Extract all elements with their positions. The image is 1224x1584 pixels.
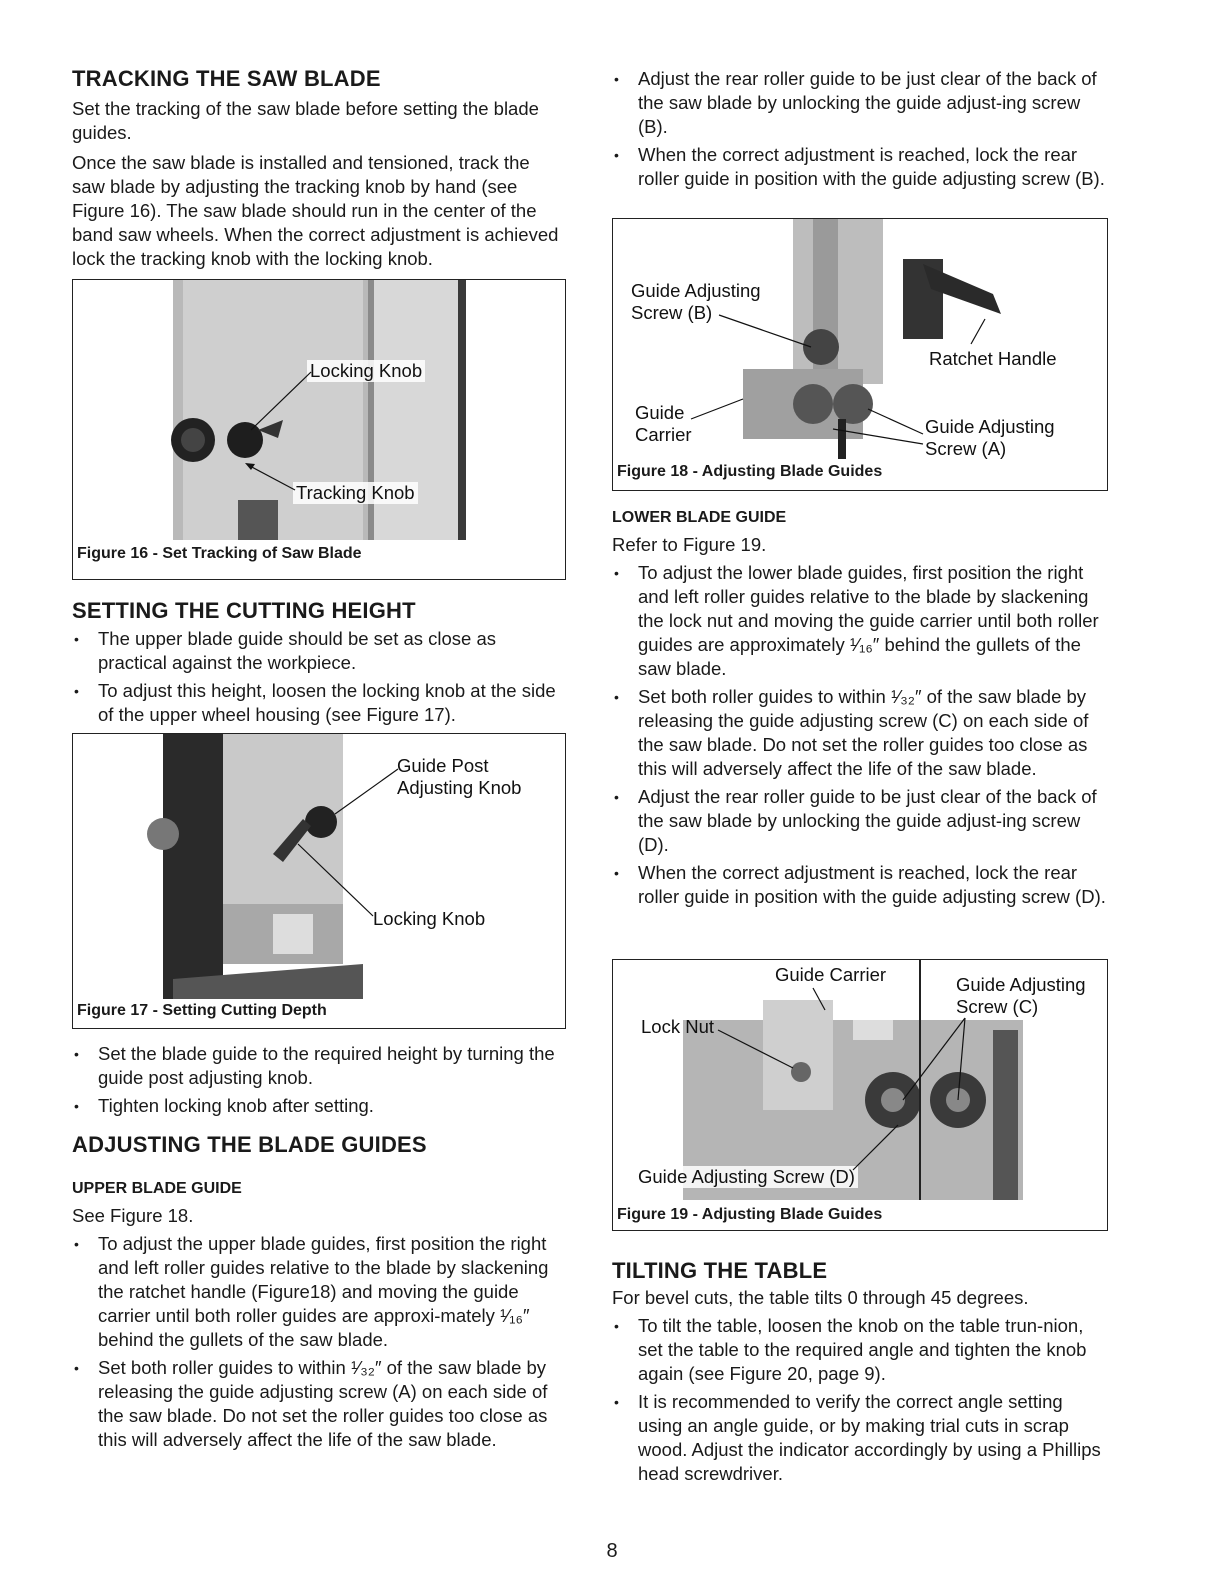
list-item: • Set both roller guides to within ¹⁄₃₂″ of the saw blade by releasing the guide adjusting screw (A) on each side of the saw blade. Do not set the roller guides too close as this will adversely affect the life of the saw blade. bbox=[72, 1356, 567, 1452]
upper-blade-guide-list bbox=[72, 1232, 567, 1456]
list-item: • Tighten locking knob after setting. bbox=[72, 1094, 567, 1118]
figure-16 bbox=[72, 279, 566, 580]
label-locking-knob-17: Locking Knob bbox=[373, 908, 486, 929]
label-guide-adjusting-screw-b: Guide Adjusting Screw (B) bbox=[631, 280, 761, 323]
page-number: 8 bbox=[606, 1540, 618, 1562]
figure-17-caption: Figure 17 - Setting Cutting Depth bbox=[77, 1002, 327, 1019]
figure-19-leader-lines bbox=[613, 960, 1107, 1200]
figure-19-caption: Figure 19 - Adjusting Blade Guides bbox=[617, 1206, 883, 1223]
list-item: • It is recommended to verify the correct angle setting using an angle guide, or by making trial cuts in scrap wood. Adjust the indicator accordingly by using a Phillips head screwdriver. bbox=[612, 1390, 1107, 1486]
label-tracking-knob: Tracking Knob bbox=[293, 482, 418, 504]
cutting-height-heading: SETTING THE CUTTING HEIGHT bbox=[72, 598, 416, 623]
tilting-heading: TILTING THE TABLE bbox=[612, 1258, 828, 1283]
label-guide-carrier-19: Guide Carrier bbox=[775, 964, 887, 985]
figure-16-caption: Figure 16 - Set Tracking of Saw Blade bbox=[77, 545, 362, 562]
list-item: • Adjust the rear roller guide to be just clear of the back of the saw blade by unlocking the guide adjust-ing screw (B). bbox=[612, 67, 1107, 139]
list-item: • Set both roller guides to within ¹⁄₃₂″ of the saw blade by releasing the guide adjusting screw (C) on each side of the saw blade. Do not set the roller guides too close as this will adversely affect the life of the saw blade. bbox=[612, 685, 1107, 781]
list-item: • The upper blade guide should be set as close as practical against the workpiece. bbox=[72, 627, 567, 675]
label-guide-post-adjusting-knob: Guide Post Adjusting Knob bbox=[397, 755, 522, 798]
label-guide-adjusting-screw-d: Guide Adjusting Screw (D) bbox=[635, 1166, 858, 1188]
list-item: • To adjust this height, loosen the locking knob at the side of the upper wheel housing (see Figure 17). bbox=[72, 679, 567, 727]
list-item: • Set the blade guide to the required height by turning the guide post adjusting knob. bbox=[72, 1042, 567, 1090]
upper-blade-guide-subheading: UPPER BLADE GUIDE bbox=[72, 1180, 242, 1197]
lower-blade-guide-subheading: LOWER BLADE GUIDE bbox=[612, 509, 787, 526]
list-item: • To tilt the table, loosen the knob on the table trun-nion, set the table to the required angle and tighten the knob again (see Figure 20, page 9). bbox=[612, 1314, 1107, 1386]
figure-17 bbox=[72, 733, 566, 1029]
label-ratchet-handle: Ratchet Handle bbox=[929, 348, 1057, 369]
list-item: • To adjust the upper blade guides, first position the right and left roller guides relative to the blade by slackening the ratchet handle (Figure18) and moving the guide carrier until both roller guides are approxi-mately ¹⁄₁₆″ behind the gullets of the saw blade. bbox=[72, 1232, 567, 1352]
figure-18-caption: Figure 18 - Adjusting Blade Guides bbox=[617, 463, 883, 480]
list-item: • When the correct adjustment is reached, lock the rear roller guide in position with the guide adjusting screw (D). bbox=[612, 861, 1107, 909]
cutting-height-list bbox=[72, 627, 567, 731]
lower-blade-guide-list bbox=[612, 561, 1107, 913]
tracking-para-2: Once the saw blade is installed and tensioned, track the saw blade by adjusting the tracking knob by hand (see Figure 16). The saw blade should run in the center of the band saw wheels. When the correct adjustment is achieved lock the tracking knob with the locking knob. bbox=[72, 152, 559, 269]
list-item: • Adjust the rear roller guide to be just clear of the back of the saw blade by unlocking the guide adjust-ing screw (D). bbox=[612, 785, 1107, 857]
figure-16-leader-lines bbox=[73, 280, 565, 550]
figure-18-leader-lines bbox=[613, 219, 1107, 464]
label-locking-knob: Locking Knob bbox=[307, 360, 425, 382]
figure-17-leader-lines bbox=[73, 734, 565, 999]
label-lock-nut: Lock Nut bbox=[641, 1016, 715, 1037]
upper-guide-continued-list bbox=[612, 67, 1107, 195]
figure-19 bbox=[612, 959, 1108, 1231]
label-guide-carrier-18: Guide Carrier bbox=[635, 402, 692, 445]
tracking-heading: TRACKING THE SAW BLADE bbox=[72, 66, 381, 91]
upper-blade-guide-intro: See Figure 18. bbox=[72, 1205, 194, 1226]
tilting-intro: For bevel cuts, the table tilts 0 through 45 degrees. bbox=[612, 1287, 1029, 1308]
list-item: • To adjust the lower blade guides, first position the right and left roller guides relative to the blade by slackening the lock nut and moving the guide carrier until both roller guides are approximately ¹⁄₁₆″ behind the gullets of the saw blade. bbox=[612, 561, 1107, 681]
list-item: • When the correct adjustment is reached, lock the rear roller guide in position with the guide adjusting screw (B). bbox=[612, 143, 1107, 191]
lower-blade-guide-intro: Refer to Figure 19. bbox=[612, 534, 767, 555]
figure-18 bbox=[612, 218, 1108, 491]
label-guide-adjusting-screw-a: Guide Adjusting Screw (A) bbox=[925, 416, 1055, 459]
label-guide-adjusting-screw-c: Guide Adjusting Screw (C) bbox=[956, 974, 1086, 1017]
after-figure-17-list bbox=[72, 1042, 567, 1122]
blade-guides-heading: ADJUSTING THE BLADE GUIDES bbox=[72, 1132, 427, 1157]
tracking-para-1: Set the tracking of the saw blade before setting the blade guides. bbox=[72, 98, 539, 143]
tilting-list bbox=[612, 1314, 1107, 1490]
